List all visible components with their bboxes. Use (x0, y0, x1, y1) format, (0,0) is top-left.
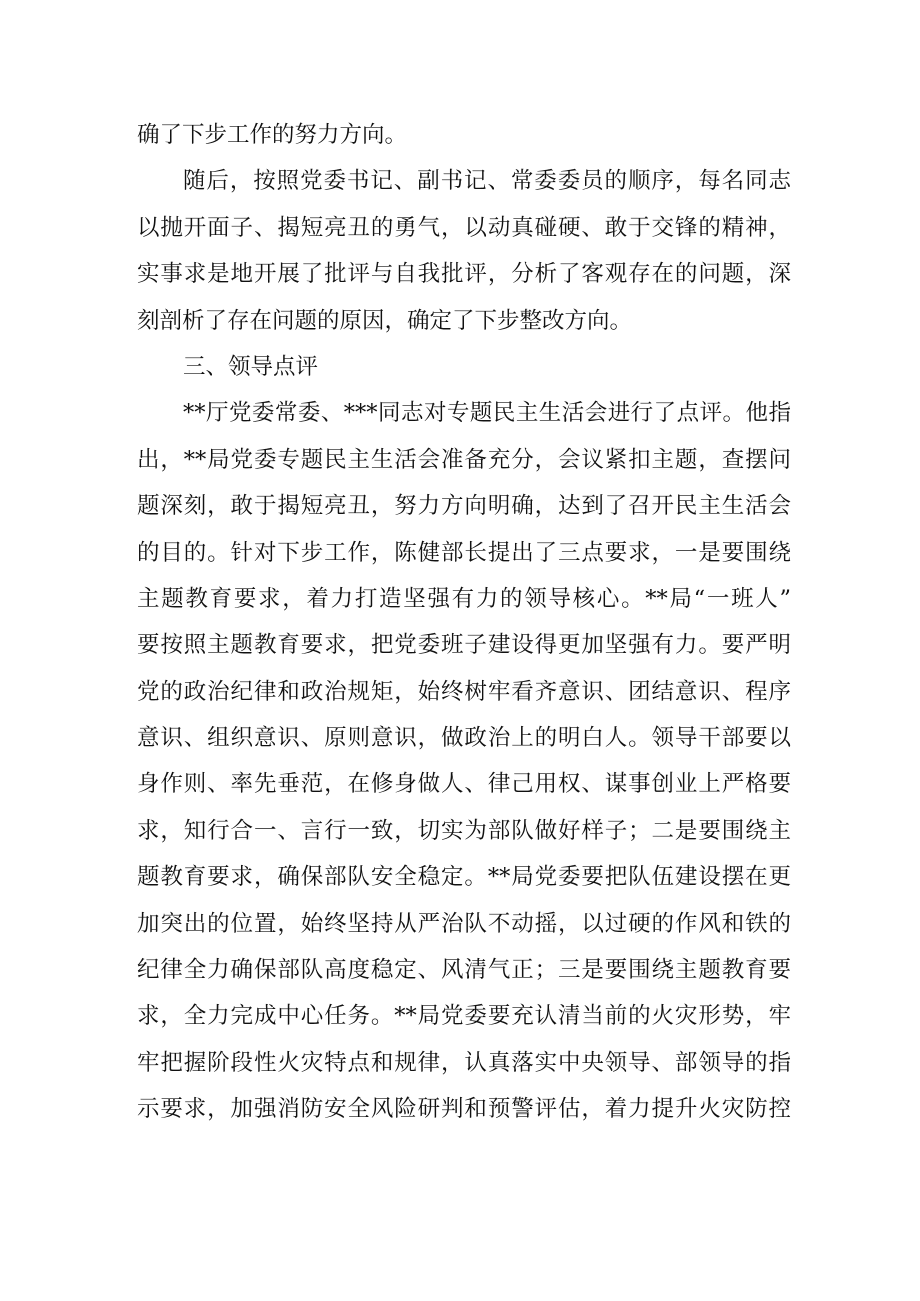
paragraph-line: 的目的。针对下步工作，陈健部长提出了三点要求，一是要围绕 (137, 539, 791, 566)
paragraph-line: 求，知行合一、言行一致，切实为部队做好样子；二是要围绕主 (137, 817, 791, 844)
paragraph-line: 纪律全力确保部队高度稳定、风清气正；三是要围绕主题教育要 (137, 957, 791, 984)
paragraph-line: 求，全力完成中心任务。**局党委要充认清当前的火灾形势，牢 (137, 1003, 791, 1030)
paragraph-line: 示要求，加强消防安全风险研判和预警评估，着力提升火灾防控 (137, 1096, 791, 1123)
paragraph-line: 题深刻，敢于揭短亮丑，努力方向明确，达到了召开民主生活会 (137, 493, 791, 520)
paragraph-line: 刻剖析了存在问题的原因，确定了下步整改方向。 (137, 307, 633, 334)
paragraph-line: 意识、组织意识、原则意识，做政治上的明白人。领导干部要以 (137, 725, 791, 752)
section-heading: 三、领导点评 (183, 353, 319, 380)
paragraph-line: 党的政治纪律和政治规矩，始终树牢看齐意识、团结意识、程序 (137, 678, 791, 705)
paragraph-line: 加突出的位置，始终坚持从严治队不动摇，以过硬的作风和铁的 (137, 910, 791, 937)
paragraph-line: 题教育要求，确保部队安全稳定。**局党委要把队伍建设摆在更 (137, 864, 791, 891)
paragraph-line: 实事求是地开展了批评与自我批评，分析了客观存在的问题，深 (137, 261, 791, 288)
paragraph-line: 出，**局党委专题民主生活会准备充分，会议紧扣主题，查摆问 (137, 446, 791, 473)
paragraph-line: 主题教育要求，着力打造坚强有力的领导核心。**局“一班人” (137, 585, 791, 612)
paragraph-line: 要按照主题教育要求，把党委班子建设得更加坚强有力。要严明 (137, 632, 791, 659)
paragraph-line: 确了下步工作的努力方向。 (137, 122, 408, 148)
paragraph-line: 以抛开面子、揭短亮丑的勇气，以动真碰硬、敢于交锋的精神， (137, 214, 791, 241)
document-body (137, 112, 791, 1133)
paragraph-line: 牢把握阶段性火灾特点和规律，认真落实中央领导、部领导的指 (137, 1049, 791, 1076)
paragraph-line: 身作则、率先垂范，在修身做人、律己用权、谋事创业上严格要 (137, 771, 791, 798)
paragraph-line: 随后，按照党委书记、副书记、常委委员的顺序，每名同志 (183, 168, 791, 195)
paragraph-line: **厅党委常委、***同志对专题民主生活会进行了点评。他指 (183, 400, 791, 427)
